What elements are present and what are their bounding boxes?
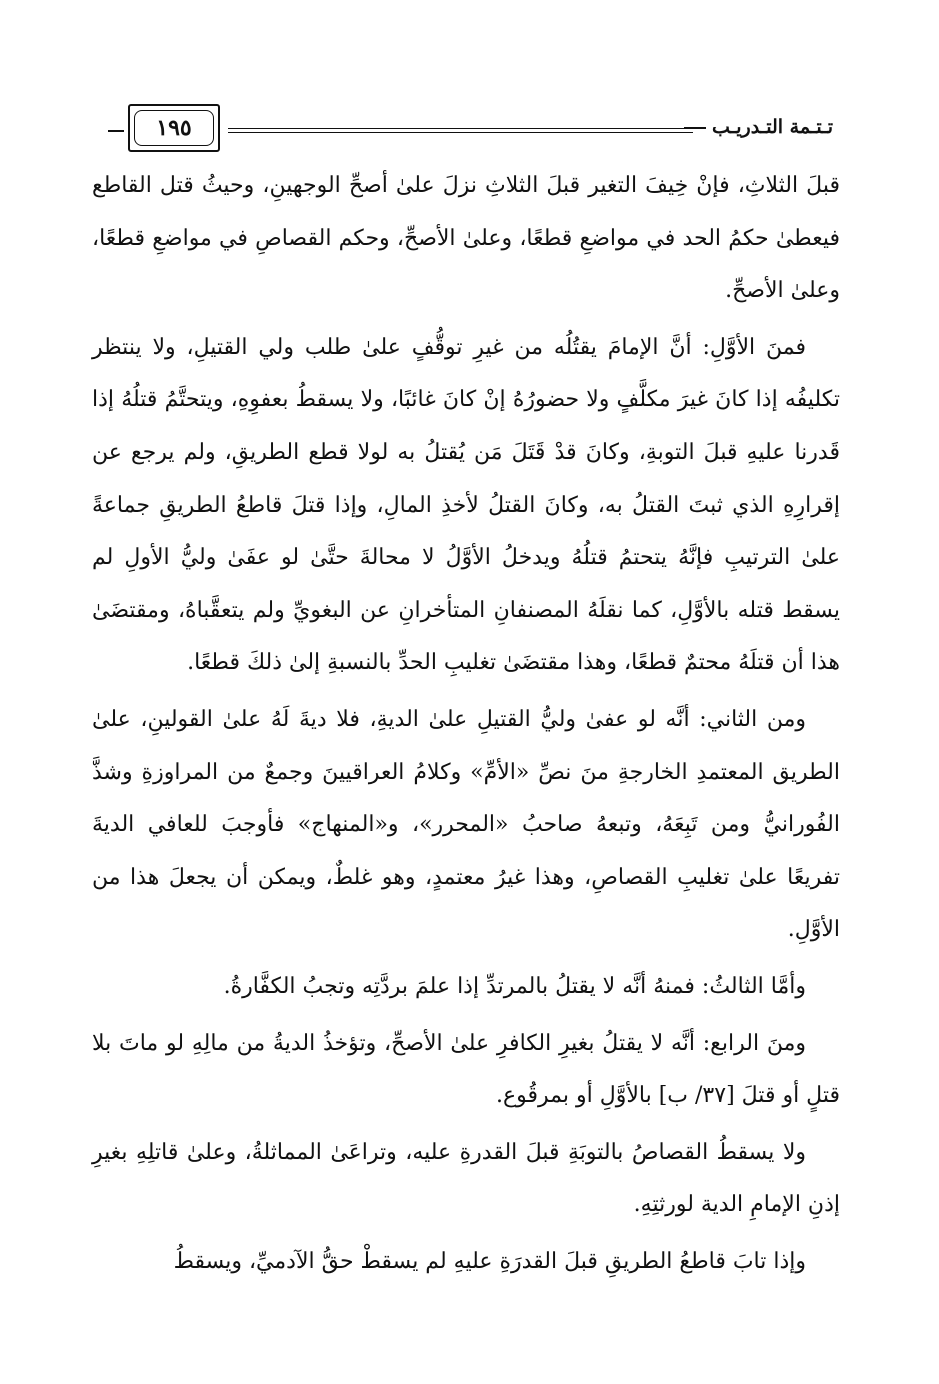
header-lead-dash — [108, 130, 124, 132]
paragraph-6: ولا يسقطُ القصاصُ بالتوبَةِ قبلَ القدرةِ عليه، وتراعَىٰ المماثلةُ، وعلىٰ قاتلِهِ بغيرِ إذنِ الإمامِ الدية لورثتِهِ. — [92, 1139, 840, 1218]
paragraph-5: ومنَ الرابع: أنَّه لا يقتلُ بغيرِ الكافرِ علىٰ الأصحِّ، وتؤخذُ الديةُ من مالِهِ لو ماتَ بلا قتلٍ أو قتلَ [٣٧/ ب] بالأوَّلِ أو بمرقُوع. — [92, 1030, 840, 1109]
paragraph-1: قبلَ الثلاثِ، فإنْ خِيفَ التغير قبلَ الثلاثِ نزلَ علىٰ أصحِّ الوجهينِ، وحيثُ قتل القاطع فيعطىٰ حكمُ الحد في مواضعِ قطعًا، وعلىٰ الأصحِّ، وحكم القصاصِ في مواضعِ قطعًا، وعلىٰ الأصحِّ. — [92, 173, 840, 304]
running-header-title: تـتـمة التـدريـب — [684, 116, 833, 138]
paragraph-4: وأمَّا الثالثُ: فمنهُ أنَّه لا يقتلُ بالمرتدِّ إذا علمَ بردَّتِه وتجبُ الكفَّارةُ. — [223, 973, 806, 999]
page-number: ١٩٥ — [134, 110, 214, 146]
paragraph-2: فمنَ الأوَّلِ: أنَّ الإمامَ يقتُلُه من غيرِ توقُّفٍ علىٰ طلب ولي القتيلِ، ولا ينتظر تكليفُه إذا كانَ غيرَ مكلَّفٍ ولا حضورُهُ إنْ كانَ غائبًا، ولا يسقطُ بعفوِهِ، ويتحتَّمُ قتلُهُ إذا قَدرنا عليهِ قبلَ التوبةِ، وكانَ قدْ قَتَلَ مَن يُقتلُ به لولا قطع الطريقِ، ولم يرجع عن إقرارِهِ الذي ثبتَ القتلُ به، وكانَ القتلُ لأخذِ المالِ، وإذا قتلَ قاطعُ الطريقِ جماعةً علىٰ الترتيبِ فإنَّهُ يتحتمُ قتلُهُ ويدخلُ الأوَّلُ لا محالةَ حتَّىٰ لو عفَىٰ وليُّ الأولِ لم يسقط قتله بالأوَّلِ، كما نقلَهُ المصنفانِ المتأخرانِ عن البغويِّ ولم يتعقَّباهُ، ومقتضَىٰ هذا أن قتلَهُ محتمٌ قطعًا، وهذا مقتضَىٰ تغليبِ الحدِّ بالنسبةِ إلىٰ ذلكَ قطعًا. — [92, 334, 840, 676]
running-header — [108, 104, 833, 156]
paragraph-3: ومن الثاني: أنَّه لو عفىٰ وليُّ القتيلِ علىٰ الديةِ، فلا ديةَ لَهُ علىٰ القولينِ، علىٰ الطريق المعتمدِ الخارجةِ منَ نصِّ «الأمِّ» وكلامُ العراقيينَ وجمعٌ من المراوزةِ وشذَّ الفُورانيُّ ومن تَبِعَهُ، وتبعهُ صاحبُ «المحرر»، و«المنهاج» فأوجبَ للعافي الديةَ تفريعًا علىٰ تغليبِ القصاصِ، وهذا غيرُ معتمدٍ، وهو غلطٌ، ويمكن أن يجعلَ هذا من الأوَّلِ. — [92, 706, 840, 943]
page-number-frame — [128, 104, 220, 152]
header-double-rule — [228, 128, 693, 133]
page-body — [92, 160, 840, 1292]
paragraph-7: وإذا تابَ قاطعُ الطريقِ قبلَ القدرَةِ عليهِ لم يسقطْ حقُّ الآدميِّ، ويسقطُ — [173, 1248, 806, 1274]
